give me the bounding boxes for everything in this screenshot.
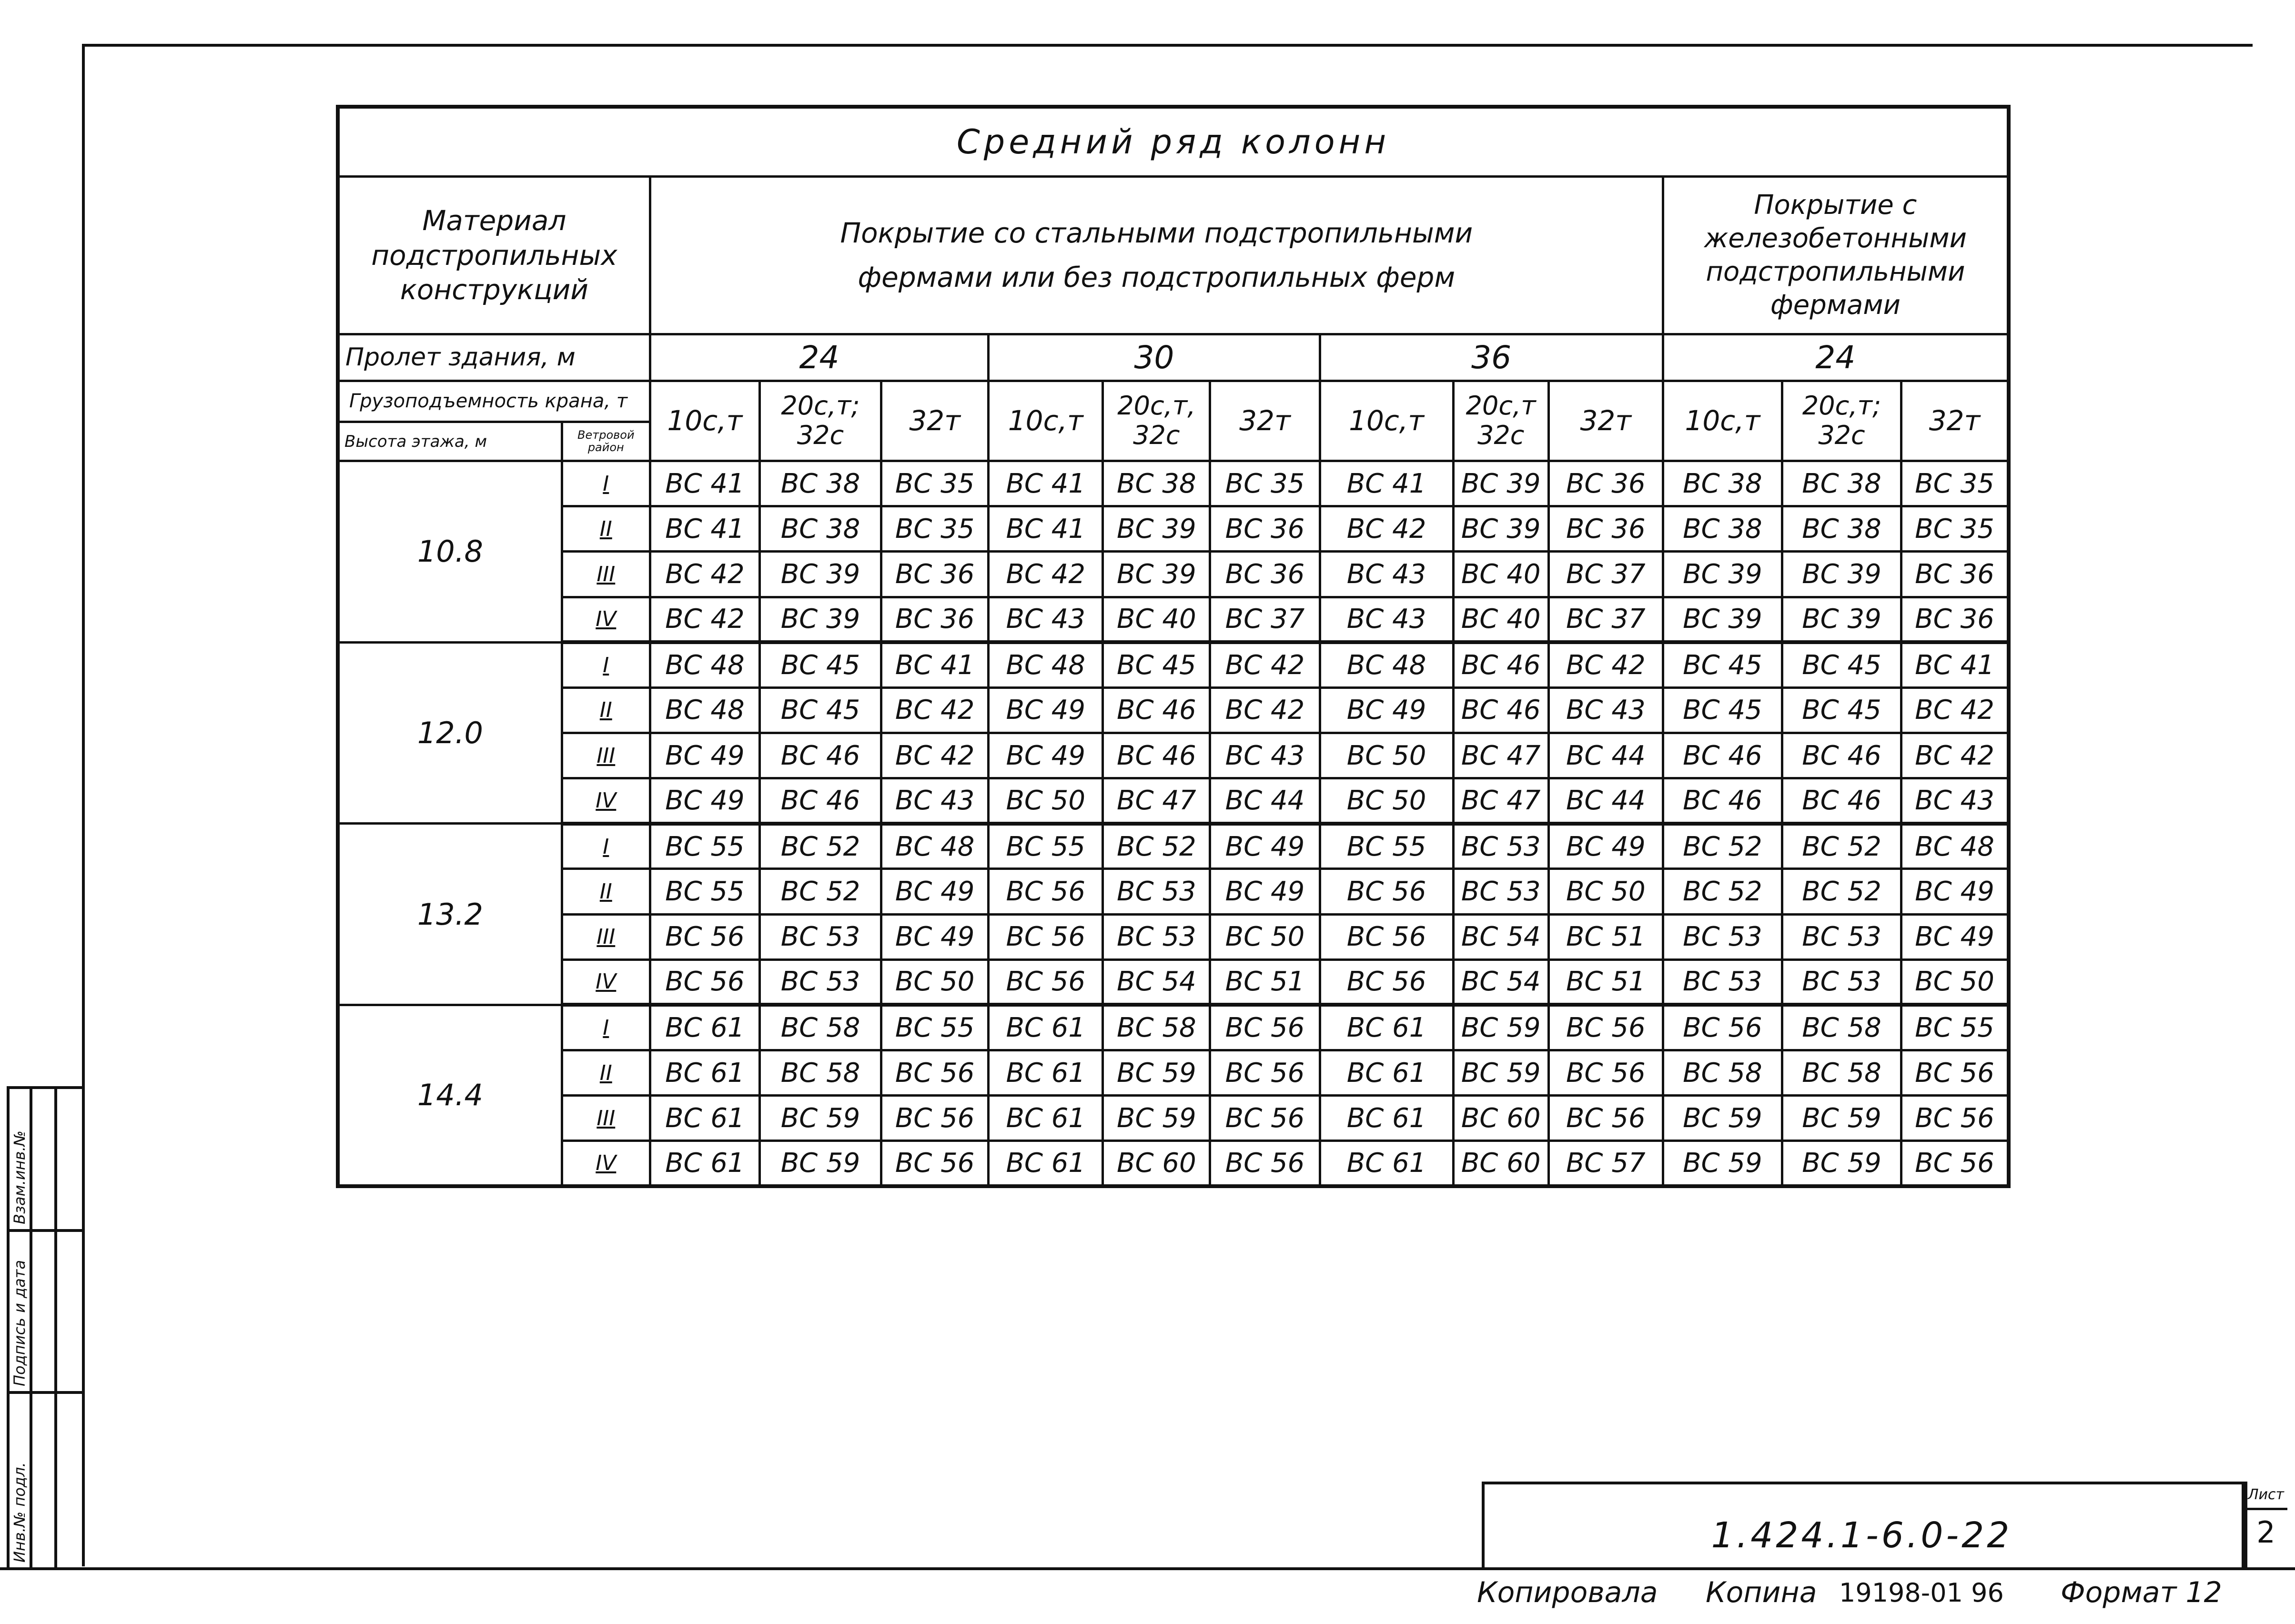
column-mark-cell: ВС 56 xyxy=(650,914,759,959)
column-mark-cell: ВС 61 xyxy=(650,1096,759,1141)
column-mark-cell: ВС 59 xyxy=(1663,1096,1782,1141)
wind-region-value: I xyxy=(562,824,650,869)
column-mark-cell: ВС 59 xyxy=(1103,1050,1210,1095)
column-mark-cell: ВС 38 xyxy=(759,461,881,506)
capacity-header: 10с,т xyxy=(1320,381,1453,461)
table-row xyxy=(338,597,2009,642)
column-mark-cell: ВС 50 xyxy=(881,959,989,1005)
floor-height-label: Высота этажа, м xyxy=(338,422,562,461)
column-mark-cell: ВС 52 xyxy=(759,824,881,869)
column-mark-cell: ВС 56 xyxy=(1210,1096,1320,1141)
span-label: Пролет здания, м xyxy=(338,334,650,381)
column-mark-cell: ВС 39 xyxy=(1453,461,1548,506)
wind-region-value: II xyxy=(562,506,650,552)
column-mark-cell: ВС 59 xyxy=(1103,1096,1210,1141)
column-mark-cell: ВС 43 xyxy=(881,778,989,824)
column-mark-cell: ВС 37 xyxy=(1548,552,1663,597)
column-mark-cell: ВС 58 xyxy=(1782,1050,1901,1095)
capacity-header: 10с,т xyxy=(1663,381,1782,461)
column-mark-cell: ВС 56 xyxy=(989,914,1103,959)
column-mark-cell: ВС 42 xyxy=(1320,506,1453,552)
column-mark-cell: ВС 52 xyxy=(1782,824,1901,869)
column-mark-cell: ВС 54 xyxy=(1103,959,1210,1005)
wind-region-value: I xyxy=(562,642,650,687)
column-mark-cell: ВС 39 xyxy=(1103,506,1210,552)
material-header: Материал подстропильных конструкций xyxy=(338,177,650,334)
column-mark-cell: ВС 45 xyxy=(1782,642,1901,687)
column-mark-cell: ВС 36 xyxy=(881,552,989,597)
column-mark-cell: ВС 55 xyxy=(989,824,1103,869)
column-mark-cell: ВС 43 xyxy=(1548,687,1663,733)
column-mark-cell: ВС 44 xyxy=(1548,778,1663,824)
capacity-header: 32т xyxy=(881,381,989,461)
column-mark-cell: ВС 39 xyxy=(759,552,881,597)
column-mark-cell: ВС 44 xyxy=(1210,778,1320,824)
column-mark-cell: ВС 36 xyxy=(881,597,989,642)
table-row xyxy=(338,552,2009,597)
column-mark-cell: ВС 56 xyxy=(1210,1050,1320,1095)
column-mark-cell: ВС 59 xyxy=(1453,1050,1548,1095)
column-mark-cell: ВС 49 xyxy=(1901,869,2009,914)
wind-region-label: Ветровой район xyxy=(562,422,650,461)
column-mark-cell: ВС 38 xyxy=(1782,461,1901,506)
wind-region-value: IV xyxy=(562,1141,650,1186)
steel-cover-header xyxy=(650,177,1663,334)
table-row xyxy=(338,1096,2009,1141)
column-mark-cell: ВС 35 xyxy=(881,506,989,552)
column-mark-cell: ВС 48 xyxy=(650,642,759,687)
column-mark-cell: ВС 58 xyxy=(1663,1050,1782,1095)
floor-height-value: 10.8 xyxy=(338,461,562,643)
table-row xyxy=(338,1005,2009,1050)
column-mark-cell: ВС 59 xyxy=(759,1096,881,1141)
table-row xyxy=(338,1050,2009,1095)
column-mark-cell: ВС 40 xyxy=(1103,597,1210,642)
column-mark-cell: ВС 38 xyxy=(1663,506,1782,552)
steel-cover-header-line2: фермами или без подстропильных ферм xyxy=(858,261,1456,293)
column-mark-cell: ВС 42 xyxy=(1548,642,1663,687)
column-mark-cell: ВС 46 xyxy=(1453,687,1548,733)
column-mark-cell: ВС 50 xyxy=(1320,778,1453,824)
column-mark-cell: ВС 56 xyxy=(1901,1141,2009,1186)
column-mark-cell: ВС 36 xyxy=(1548,506,1663,552)
column-mark-cell: ВС 49 xyxy=(881,914,989,959)
column-mark-cell: ВС 53 xyxy=(1663,959,1782,1005)
side-approval-strip xyxy=(7,1086,82,1567)
column-mark-cell: ВС 56 xyxy=(1548,1096,1663,1141)
steel-cover-header-line1: Покрытие со стальными подстропильными xyxy=(840,217,1473,250)
table-row xyxy=(338,1141,2009,1186)
column-mark-cell: ВС 46 xyxy=(759,733,881,778)
column-mark-cell: ВС 53 xyxy=(1782,959,1901,1005)
column-mark-cell: ВС 61 xyxy=(1320,1141,1453,1186)
column-mark-cell: ВС 49 xyxy=(881,869,989,914)
column-mark-cell: ВС 48 xyxy=(1320,642,1453,687)
wind-region-value: IV xyxy=(562,597,650,642)
column-mark-cell: ВС 56 xyxy=(1320,959,1453,1005)
column-mark-cell: ВС 56 xyxy=(1901,1050,2009,1095)
column-mark-cell: ВС 45 xyxy=(1103,642,1210,687)
column-mark-cell: ВС 50 xyxy=(1548,869,1663,914)
column-mark-cell: ВС 50 xyxy=(1210,914,1320,959)
column-mark-cell: ВС 41 xyxy=(1901,642,2009,687)
order-number: 19198-01 96 xyxy=(1839,1578,2004,1608)
column-mark-cell: ВС 39 xyxy=(1103,552,1210,597)
column-mark-cell: ВС 45 xyxy=(1663,642,1782,687)
column-mark-cell: ВС 55 xyxy=(1320,824,1453,869)
column-mark-cell: ВС 49 xyxy=(1210,824,1320,869)
column-mark-cell: ВС 58 xyxy=(759,1050,881,1095)
column-mark-cell: ВС 47 xyxy=(1103,778,1210,824)
column-mark-cell: ВС 51 xyxy=(1548,959,1663,1005)
replacement-label: Взам.инв.№ xyxy=(10,1130,29,1224)
column-mark-cell: ВС 56 xyxy=(881,1050,989,1095)
column-mark-cell: ВС 45 xyxy=(759,642,881,687)
frame-top-line xyxy=(85,44,2253,47)
wind-region-value: IV xyxy=(562,778,650,824)
wind-region-value: III xyxy=(562,733,650,778)
column-mark-cell: ВС 35 xyxy=(1210,461,1320,506)
floor-height-value: 12.0 xyxy=(338,642,562,824)
column-mark-cell: ВС 39 xyxy=(1663,597,1782,642)
column-mark-cell: ВС 58 xyxy=(759,1005,881,1050)
column-mark-cell: ВС 61 xyxy=(989,1096,1103,1141)
column-mark-cell: ВС 41 xyxy=(650,506,759,552)
column-mark-cell: ВС 46 xyxy=(1782,733,1901,778)
column-mark-cell: ВС 38 xyxy=(1663,461,1782,506)
column-mark-cell: ВС 60 xyxy=(1103,1141,1210,1186)
column-mark-cell: ВС 38 xyxy=(1103,461,1210,506)
column-mark-cell: ВС 41 xyxy=(881,642,989,687)
capacity-header: 20с,т; 32с xyxy=(1782,381,1901,461)
column-mark-cell: ВС 39 xyxy=(1453,506,1548,552)
column-mark-cell: ВС 57 xyxy=(1548,1141,1663,1186)
column-mark-cell: ВС 49 xyxy=(650,778,759,824)
table-title: Средний ряд колонн xyxy=(338,107,2009,177)
column-mark-cell: ВС 46 xyxy=(1453,642,1548,687)
column-mark-cell: ВС 59 xyxy=(1453,1005,1548,1050)
column-mark-cell: ВС 37 xyxy=(1210,597,1320,642)
column-mark-cell: ВС 53 xyxy=(1663,914,1782,959)
capacity-header: 10с,т xyxy=(989,381,1103,461)
signature-date-label: Подпись и дата xyxy=(10,1260,29,1386)
column-mark-cell: ВС 53 xyxy=(1453,869,1548,914)
column-mark-cell: ВС 52 xyxy=(1782,869,1901,914)
column-marking-table xyxy=(336,105,2011,1188)
table-row xyxy=(338,959,2009,1005)
wind-region-value: II xyxy=(562,687,650,733)
table-row xyxy=(338,506,2009,552)
column-mark-cell: ВС 49 xyxy=(989,733,1103,778)
inv-number-label: Инв.№ подл. xyxy=(10,1462,29,1563)
column-mark-cell: ВС 56 xyxy=(1548,1050,1663,1095)
column-mark-cell: ВС 56 xyxy=(989,959,1103,1005)
column-mark-cell: ВС 49 xyxy=(1210,869,1320,914)
column-mark-cell: ВС 43 xyxy=(1320,597,1453,642)
column-mark-cell: ВС 54 xyxy=(1453,959,1548,1005)
column-mark-cell: ВС 56 xyxy=(881,1096,989,1141)
column-mark-cell: ВС 40 xyxy=(1453,597,1548,642)
table-row xyxy=(338,869,2009,914)
column-mark-cell: ВС 39 xyxy=(1782,552,1901,597)
column-mark-cell: ВС 48 xyxy=(1901,824,2009,869)
column-mark-cell: ВС 41 xyxy=(1320,461,1453,506)
sheet-label: Лист xyxy=(2244,1486,2287,1510)
column-mark-cell: ВС 38 xyxy=(1782,506,1901,552)
column-mark-cell: ВС 55 xyxy=(1901,1005,2009,1050)
column-mark-cell: ВС 46 xyxy=(1103,687,1210,733)
column-mark-cell: ВС 53 xyxy=(1103,869,1210,914)
column-mark-cell: ВС 60 xyxy=(1453,1141,1548,1186)
floor-height-value: 14.4 xyxy=(338,1005,562,1186)
copied-by: Копина xyxy=(1706,1576,1817,1609)
column-mark-cell: ВС 59 xyxy=(1663,1141,1782,1186)
column-mark-cell: ВС 49 xyxy=(1548,824,1663,869)
column-mark-cell: ВС 56 xyxy=(1901,1096,2009,1141)
column-mark-cell: ВС 48 xyxy=(989,642,1103,687)
column-mark-cell: ВС 37 xyxy=(1548,597,1663,642)
column-mark-cell: ВС 42 xyxy=(1210,687,1320,733)
floor-height-value: 13.2 xyxy=(338,824,562,1005)
column-mark-cell: ВС 51 xyxy=(1548,914,1663,959)
column-mark-cell: ВС 43 xyxy=(989,597,1103,642)
column-mark-cell: ВС 41 xyxy=(989,506,1103,552)
rc-cover-header: Покрытие с железобетонными подстропильными фермами xyxy=(1663,177,2009,334)
column-mark-cell: ВС 39 xyxy=(759,597,881,642)
column-mark-cell: ВС 56 xyxy=(881,1141,989,1186)
column-mark-cell: ВС 61 xyxy=(989,1005,1103,1050)
column-mark-cell: ВС 52 xyxy=(1663,869,1782,914)
column-mark-cell: ВС 50 xyxy=(1320,733,1453,778)
column-mark-cell: ВС 56 xyxy=(650,959,759,1005)
wind-region-value: IV xyxy=(562,959,650,1005)
capacity-header: 20с,т, 32с xyxy=(1103,381,1210,461)
column-mark-cell: ВС 60 xyxy=(1453,1096,1548,1141)
column-mark-cell: ВС 56 xyxy=(1210,1141,1320,1186)
column-mark-cell: ВС 35 xyxy=(1901,506,2009,552)
wind-region-value: III xyxy=(562,1096,650,1141)
column-mark-cell: ВС 61 xyxy=(650,1141,759,1186)
wind-region-value: III xyxy=(562,552,650,597)
table-row xyxy=(338,733,2009,778)
column-mark-cell: ВС 44 xyxy=(1548,733,1663,778)
copied-label: Копировала xyxy=(1477,1576,1658,1609)
column-mark-cell: ВС 56 xyxy=(1548,1005,1663,1050)
table-row xyxy=(338,461,2009,506)
wind-region-value: II xyxy=(562,869,650,914)
column-mark-cell: ВС 49 xyxy=(650,733,759,778)
column-mark-cell: ВС 59 xyxy=(759,1141,881,1186)
column-mark-cell: ВС 49 xyxy=(1901,914,2009,959)
wind-region-value: I xyxy=(562,1005,650,1050)
table-row xyxy=(338,778,2009,824)
column-mark-cell: ВС 39 xyxy=(1663,552,1782,597)
capacity-header: 10с,т xyxy=(650,381,759,461)
column-mark-cell: ВС 59 xyxy=(1782,1141,1901,1186)
column-mark-cell: ВС 55 xyxy=(650,824,759,869)
column-mark-cell: ВС 39 xyxy=(1782,597,1901,642)
span-value: 24 xyxy=(1663,334,2009,381)
column-mark-cell: ВС 50 xyxy=(1901,959,2009,1005)
column-mark-cell: ВС 58 xyxy=(1103,1005,1210,1050)
column-mark-cell: ВС 36 xyxy=(1901,597,2009,642)
column-mark-cell: ВС 46 xyxy=(1103,733,1210,778)
capacity-header: 20с,т; 32с xyxy=(759,381,881,461)
column-mark-cell: ВС 58 xyxy=(1782,1005,1901,1050)
column-mark-cell: ВС 41 xyxy=(650,461,759,506)
sheet-number: 2 xyxy=(2256,1515,2275,1550)
column-mark-cell: ВС 53 xyxy=(1782,914,1901,959)
crane-capacity-label: Грузоподъемность крана, т xyxy=(338,381,650,422)
column-mark-cell: ВС 53 xyxy=(1103,914,1210,959)
column-mark-cell: ВС 49 xyxy=(1320,687,1453,733)
column-mark-cell: ВС 36 xyxy=(1901,552,2009,597)
column-mark-cell: ВС 42 xyxy=(1901,687,2009,733)
column-mark-cell: ВС 43 xyxy=(1901,778,2009,824)
wind-region-value: II xyxy=(562,1050,650,1095)
column-mark-cell: ВС 53 xyxy=(759,914,881,959)
column-mark-cell: ВС 49 xyxy=(989,687,1103,733)
column-mark-cell: ВС 42 xyxy=(650,552,759,597)
column-mark-cell: ВС 61 xyxy=(989,1050,1103,1095)
column-mark-cell: ВС 45 xyxy=(759,687,881,733)
document-code: 1.424.1-6.0-22 xyxy=(1711,1515,2012,1556)
column-mark-cell: ВС 61 xyxy=(650,1005,759,1050)
column-mark-cell: ВС 56 xyxy=(989,869,1103,914)
column-mark-cell: ВС 53 xyxy=(759,959,881,1005)
span-value: 36 xyxy=(1320,334,1663,381)
capacity-header: 32т xyxy=(1901,381,2009,461)
column-mark-cell: ВС 56 xyxy=(1663,1005,1782,1050)
column-mark-cell: ВС 48 xyxy=(650,687,759,733)
column-mark-cell: ВС 48 xyxy=(881,824,989,869)
column-mark-cell: ВС 36 xyxy=(1548,461,1663,506)
column-mark-cell: ВС 40 xyxy=(1453,552,1548,597)
format-label: Формат 12 xyxy=(2061,1576,2222,1609)
column-mark-cell: ВС 43 xyxy=(1210,733,1320,778)
column-mark-cell: ВС 46 xyxy=(1782,778,1901,824)
column-mark-cell: ВС 52 xyxy=(1103,824,1210,869)
column-mark-cell: ВС 46 xyxy=(759,778,881,824)
wind-region-value: I xyxy=(562,461,650,506)
column-mark-cell: ВС 36 xyxy=(1210,506,1320,552)
column-mark-cell: ВС 55 xyxy=(650,869,759,914)
column-mark-cell: ВС 53 xyxy=(1453,824,1548,869)
column-mark-cell: ВС 42 xyxy=(881,687,989,733)
column-mark-cell: ВС 52 xyxy=(1663,824,1782,869)
column-mark-cell: ВС 43 xyxy=(1320,552,1453,597)
column-mark-cell: ВС 41 xyxy=(989,461,1103,506)
column-mark-cell: ВС 45 xyxy=(1782,687,1901,733)
capacity-header: 32т xyxy=(1210,381,1320,461)
column-mark-cell: ВС 46 xyxy=(1663,733,1782,778)
wind-region-value: III xyxy=(562,914,650,959)
column-mark-cell: ВС 54 xyxy=(1453,914,1548,959)
column-mark-cell: ВС 61 xyxy=(1320,1050,1453,1095)
column-mark-cell: ВС 42 xyxy=(1901,733,2009,778)
column-mark-cell: ВС 61 xyxy=(989,1141,1103,1186)
column-mark-cell: ВС 56 xyxy=(1320,869,1453,914)
span-value: 24 xyxy=(650,334,988,381)
frame-left-line xyxy=(82,44,85,1566)
column-mark-cell: ВС 55 xyxy=(881,1005,989,1050)
column-mark-cell: ВС 35 xyxy=(881,461,989,506)
column-mark-cell: ВС 42 xyxy=(650,597,759,642)
column-mark-cell: ВС 47 xyxy=(1453,778,1548,824)
table-row xyxy=(338,642,2009,687)
column-mark-cell: ВС 42 xyxy=(989,552,1103,597)
column-mark-cell: ВС 59 xyxy=(1782,1096,1901,1141)
column-mark-cell: ВС 61 xyxy=(1320,1096,1453,1141)
column-mark-cell: ВС 61 xyxy=(1320,1005,1453,1050)
column-mark-cell: ВС 36 xyxy=(1210,552,1320,597)
column-mark-cell: ВС 52 xyxy=(759,869,881,914)
capacity-header: 32т xyxy=(1548,381,1663,461)
table-row xyxy=(338,687,2009,733)
column-mark-cell: ВС 56 xyxy=(1210,1005,1320,1050)
span-value: 30 xyxy=(989,334,1320,381)
capacity-header: 20с,т 32с xyxy=(1453,381,1548,461)
column-mark-cell: ВС 47 xyxy=(1453,733,1548,778)
table-row xyxy=(338,824,2009,869)
column-mark-cell: ВС 56 xyxy=(1320,914,1453,959)
table-row xyxy=(338,914,2009,959)
column-mark-cell: ВС 42 xyxy=(1210,642,1320,687)
column-mark-cell: ВС 51 xyxy=(1210,959,1320,1005)
column-mark-cell: ВС 61 xyxy=(650,1050,759,1095)
column-mark-cell: ВС 42 xyxy=(881,733,989,778)
column-mark-cell: ВС 50 xyxy=(989,778,1103,824)
column-mark-cell: ВС 38 xyxy=(759,506,881,552)
column-mark-cell: ВС 46 xyxy=(1663,778,1782,824)
column-mark-cell: ВС 45 xyxy=(1663,687,1782,733)
column-mark-cell: ВС 35 xyxy=(1901,461,2009,506)
